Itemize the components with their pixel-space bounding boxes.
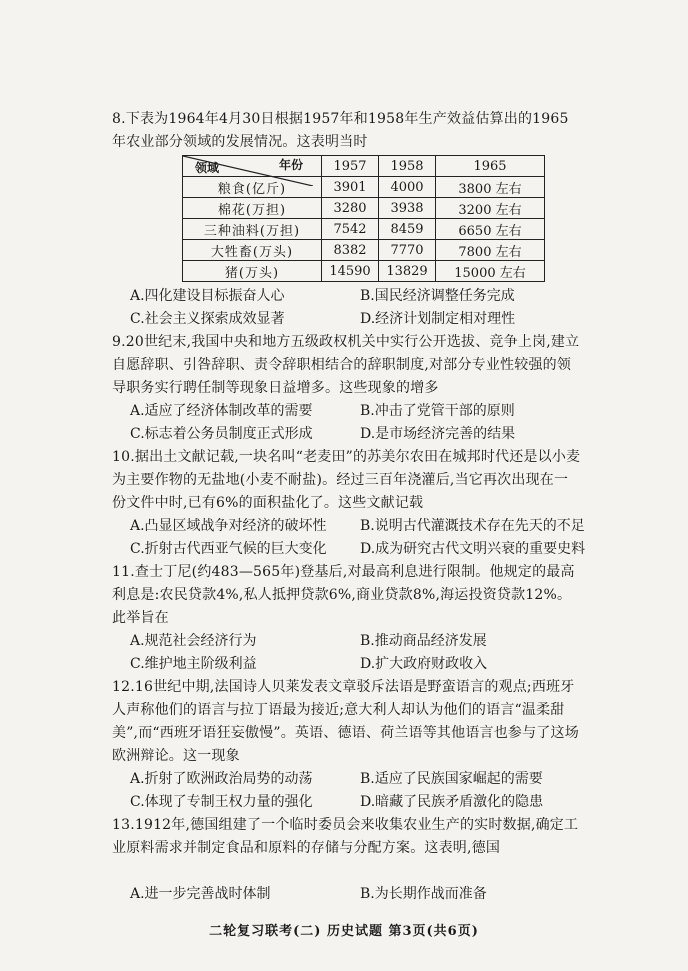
option-c[interactable]: C.标志着公务员制度正式形成	[130, 426, 313, 442]
option-d[interactable]: D.成为研究古代文明兴衰的重要史料	[360, 541, 586, 557]
option-c[interactable]: C.折射古代西亚气候的巨大变化	[130, 541, 327, 557]
question-8-stem: 8.下表为1964年4月30日根据1957年和1958年生产效益估算出的1965年农业部分领域的发展情况。这表明当时	[112, 111, 569, 150]
option-b[interactable]: B.说明古代灌溉技术存在先天的不足	[360, 518, 585, 534]
option-b[interactable]: B.适应了民族国家崛起的需要	[360, 771, 543, 787]
option-c[interactable]: C.维护地主阶级利益	[130, 656, 257, 672]
option-c[interactable]: C.体现了专制王权力量的强化	[130, 794, 313, 810]
option-b[interactable]: B.国民经济调整任务完成	[360, 288, 515, 304]
table-cell: 7800 左右	[436, 240, 545, 261]
question-11-options	[130, 630, 590, 676]
q8-data-table	[182, 155, 545, 282]
option-d[interactable]: D.是市场经济完善的结果	[360, 426, 516, 442]
option-b[interactable]: B.冲击了党管干部的原则	[360, 403, 515, 419]
table-cell: 7542	[322, 219, 379, 240]
table-cell: 3901	[322, 177, 379, 198]
table-row	[183, 240, 545, 261]
header-field-label: 领域	[195, 161, 220, 175]
col-header: 1965	[436, 156, 545, 177]
option-d[interactable]: D.扩大政府财政收入	[360, 656, 488, 672]
table-cell: 3800 左右	[436, 177, 545, 198]
option-d[interactable]: D.经济计划制定相对理性	[360, 311, 516, 327]
table-row	[183, 198, 545, 219]
row-label: 大牲畜(万头)	[183, 240, 322, 261]
question-9-stem: 9.20世纪末,我国中央和地方五级政权机关中实行公开选拔、竞争上岗,建立自愿辞职、引咎辞职、责令辞职相结合的辞职制度,对部分专业性较强的领导职务实行聘任制等现象日益增多。这些现象的增多	[112, 334, 580, 396]
question-11-stem: 11.查士丁尼(约483—565年)登基后,对最高利息进行限制。他规定的最高利息是:农民贷款4%,私人抵押贷款6%,商业贷款8%,海运投资贷款12%。此举旨在	[112, 564, 575, 626]
question-13-options-row	[130, 883, 590, 906]
question-10-stem: 10.据出土文献记载,一块名叫“老麦田”的苏美尔农田在城邦时代还是以小麦为主要作物的无盐地(小麦不耐盐)。经过三百年浇灌后,当它再次出现在一份文件中时,已有6%的面积盐化了。这些文献记载	[112, 449, 581, 511]
row-label: 三种油料(万担)	[183, 219, 322, 240]
table-cell: 4000	[379, 177, 436, 198]
table-cell: 8459	[379, 219, 436, 240]
table-cell: 14590	[322, 261, 379, 282]
table-cell: 6650 左右	[436, 219, 545, 240]
question-9-options	[130, 400, 590, 446]
table-cell: 13829	[379, 261, 436, 282]
table-header-row	[183, 156, 545, 177]
question-13-stem: 13.1912年,德国组建了一个临时委员会来收集农业生产的实时数据,确定工业原料需求并制定食品和原料的存储与分配方案。这表明,德国	[112, 817, 579, 856]
table-cell: 7770	[379, 240, 436, 261]
row-label: 猪(万头)	[183, 261, 322, 282]
table-row	[183, 219, 545, 240]
option-b[interactable]: B.为长期作战而准备	[360, 886, 487, 902]
table-cell: 3938	[379, 198, 436, 219]
option-d[interactable]: D.暗藏了民族矛盾激化的隐患	[360, 794, 544, 810]
option-a[interactable]: A.四化建设目标振奋人心	[130, 288, 285, 304]
question-12-options	[130, 768, 590, 814]
row-label: 粮食(亿斤)	[183, 177, 322, 198]
table-cell: 15000 左右	[436, 261, 545, 282]
option-a[interactable]: A.凸显区域战争对经济的破坏性	[130, 518, 327, 534]
question-10-options	[130, 515, 590, 561]
question-8-options	[130, 285, 590, 331]
option-a[interactable]: A.适应了经济体制改革的需要	[130, 403, 313, 419]
table-row	[183, 261, 545, 282]
page-footer: 二轮复习联考(二) 历史试题 第3页(共6页)	[209, 924, 479, 939]
table-cell: 8382	[322, 240, 379, 261]
question-12-stem: 12.16世纪中期,法国诗人贝莱发表文章驳斥法语是野蛮语言的观点;西班牙人声称他们的语言与拉丁语最为接近;意大利人却认为他们的语言“温柔甜美”,而“西班牙语狂妄傲慢”。英语、德语、荷兰语等其他语言也参与了这场欧洲辩论。这一现象	[112, 679, 579, 764]
col-header: 1958	[379, 156, 436, 177]
table-cell: 3200 左右	[436, 198, 545, 219]
header-year-label: 年份	[278, 158, 303, 172]
option-a[interactable]: A.规范社会经济行为	[130, 633, 257, 649]
table-diagonal-header	[183, 156, 322, 177]
option-a[interactable]: A.折射了欧洲政治局势的动荡	[130, 771, 313, 787]
option-b[interactable]: B.推动商品经济发展	[360, 633, 487, 649]
option-c[interactable]: C.社会主义探索成效显著	[130, 311, 285, 327]
col-header: 1957	[322, 156, 379, 177]
row-label: 棉花(万担)	[183, 198, 322, 219]
table-cell: 3280	[322, 198, 379, 219]
option-a[interactable]: A.进一步完善战时体制	[130, 886, 271, 902]
